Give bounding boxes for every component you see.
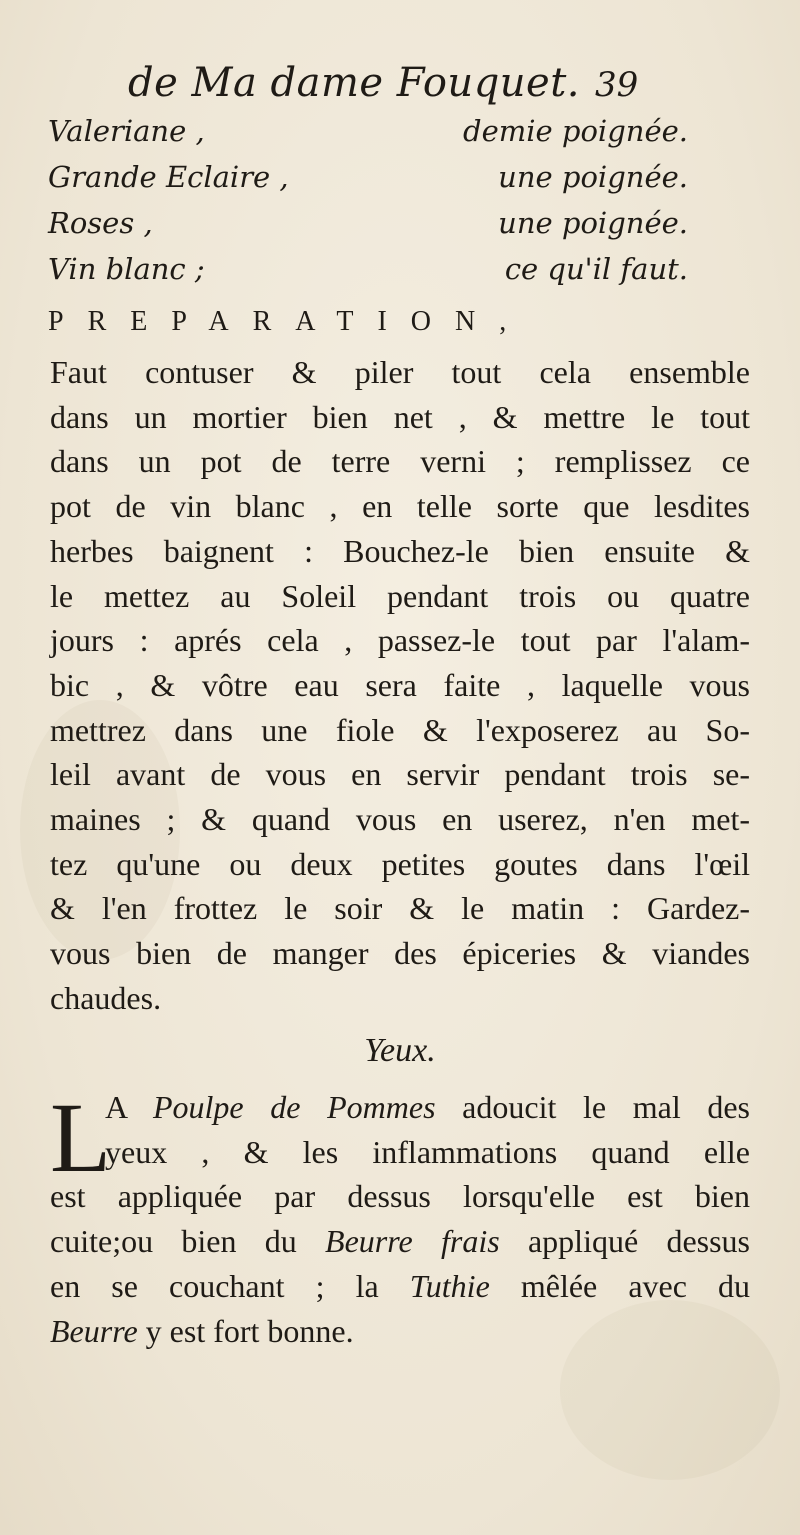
ingredient-quantity: une poignée. — [498, 160, 688, 194]
page-header — [0, 58, 800, 108]
text-run: y est fort bonne. — [137, 1312, 354, 1349]
ingredient-name: Roses , — [48, 206, 153, 240]
ingredient-quantity: ce qu'il faut. — [504, 252, 688, 286]
ingredient-row — [48, 200, 688, 246]
italic-term: Beurre — [50, 1312, 138, 1349]
ingredient-row — [48, 108, 688, 154]
text-line: vous bien de manger des épiceries & viandes — [50, 935, 750, 972]
text-line: chaudes. — [50, 979, 162, 1016]
text-line: est appliquée par dessus lorsqu'elle est bien — [50, 1178, 750, 1215]
ingredient-row — [48, 154, 688, 200]
text-line: pot de vin blanc , en telle sorte que lesdites — [50, 488, 750, 525]
paragraph-yeux — [50, 1082, 751, 1353]
text-line: leil avant de vous en servir pendant trois se- — [50, 756, 750, 793]
ingredient-name: Grande Eclaire , — [48, 160, 289, 194]
ingredient-list — [48, 108, 688, 292]
italic-term: Poulpe de Pommes — [152, 1089, 436, 1125]
text-line — [50, 1219, 750, 1264]
text-line: yeux , & les inflammations quand elle — [105, 1133, 750, 1170]
text-line: maines ; & quand vous en userez, n'en met- — [50, 801, 750, 838]
text-line: mettrez dans une fiole & l'exposerez au So- — [50, 711, 750, 748]
ingredient-name: Valeriane , — [48, 114, 205, 148]
text-line — [50, 1085, 750, 1130]
italic-term: Beurre frais — [325, 1223, 500, 1260]
text-line — [50, 1264, 750, 1309]
subheading-yeux: Yeux. — [364, 1032, 436, 1069]
drop-cap: L — [50, 1082, 112, 1193]
text-line — [50, 1309, 750, 1354]
text-run: mêlée avec du — [489, 1267, 751, 1304]
ingredient-quantity: une poignée. — [498, 206, 688, 240]
text-run: adoucit le mal des — [435, 1089, 751, 1125]
text-line: le mettez au Soleil pendant trois ou quatre — [50, 577, 750, 614]
text-line: jours : aprés cela , passez-le tout par l'alam- — [50, 622, 750, 659]
ingredient-name: Vin blanc ; — [48, 252, 205, 286]
section-heading: PREPARATION, — [48, 306, 531, 337]
text-line: & l'en frottez le soir & le matin : Gardez- — [50, 890, 750, 927]
ingredient-row — [48, 246, 688, 292]
text-line: dans un pot de terre verni ; remplissez ce — [50, 443, 750, 480]
text-line: tez qu'une ou deux petites goutes dans l'œil — [50, 845, 750, 882]
paragraph-preparation — [50, 350, 750, 1021]
text-line: herbes baignent : Bouchez-le bien ensuite & — [50, 532, 750, 569]
text-line: bic , & vôtre eau sera faite , laquelle vous — [50, 666, 750, 703]
text-run: en se couchant ; la — [50, 1267, 410, 1304]
ingredient-quantity: demie poignée. — [463, 114, 688, 148]
page-number: 39 — [595, 65, 639, 105]
text-run: cuite;ou bien du — [50, 1223, 326, 1260]
text-run: appliqué dessus — [499, 1223, 751, 1260]
text-run: A — [105, 1089, 153, 1125]
text-line: Faut contuser & piler tout cela ensemble — [50, 354, 750, 390]
running-title: de Ma dame Fouquet. — [128, 60, 581, 106]
italic-term: Tuthie — [409, 1267, 490, 1304]
text-line: dans un mortier bien net , & mettre le tout — [50, 398, 750, 435]
